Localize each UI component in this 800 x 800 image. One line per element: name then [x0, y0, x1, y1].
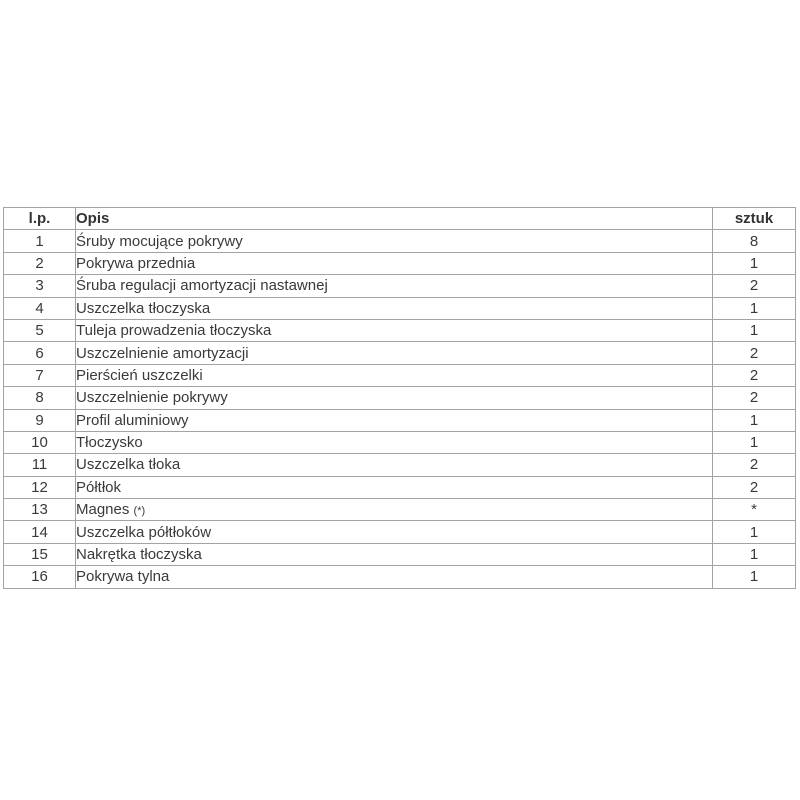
row-number-cell: 16	[4, 566, 76, 588]
table-row	[4, 431, 796, 453]
table-row	[4, 387, 796, 409]
row-number-cell: 15	[4, 543, 76, 565]
description-cell	[76, 275, 713, 297]
quantity-cell: 1	[713, 319, 796, 341]
row-number-cell: 4	[4, 297, 76, 319]
parts-table-container	[3, 207, 796, 589]
row-number-cell: 10	[4, 431, 76, 453]
quantity-cell: 2	[713, 275, 796, 297]
table-row	[4, 521, 796, 543]
quantity-cell: 1	[713, 409, 796, 431]
description-text: Magnes	[76, 501, 130, 519]
quantity-cell: 2	[713, 387, 796, 409]
description-text: Pokrywa przednia	[76, 254, 196, 272]
row-number-cell: 12	[4, 476, 76, 498]
quantity-cell: 1	[713, 566, 796, 588]
table-row	[4, 364, 796, 386]
table-row	[4, 566, 796, 588]
description-text: Uszczelka półtłoków	[76, 523, 212, 541]
row-number-cell: 1	[4, 230, 76, 252]
table-row	[4, 252, 796, 274]
table-row	[4, 499, 796, 521]
description-note: (*)	[133, 505, 146, 518]
description-cell	[76, 297, 713, 319]
quantity-cell: *	[713, 499, 796, 521]
description-cell	[76, 319, 713, 341]
description-text: Półtłok	[76, 478, 122, 496]
description-text: Tuleja prowadzenia tłoczyska	[76, 322, 272, 340]
description-cell	[76, 364, 713, 386]
description-text: Uszczelka tłoczyska	[76, 299, 211, 317]
description-cell	[76, 252, 713, 274]
quantity-cell: 1	[713, 543, 796, 565]
row-number-cell: 9	[4, 409, 76, 431]
row-number-cell: 3	[4, 275, 76, 297]
description-cell	[76, 342, 713, 364]
description-cell	[76, 454, 713, 476]
quantity-cell: 2	[713, 342, 796, 364]
description-text: Uszczelnienie pokrywy	[76, 389, 228, 407]
description-text: Uszczelnienie amortyzacji	[76, 344, 249, 362]
header-row	[4, 208, 796, 230]
row-number-cell: 6	[4, 342, 76, 364]
row-number-cell: 11	[4, 454, 76, 476]
row-number-cell: 8	[4, 387, 76, 409]
quantity-cell: 1	[713, 252, 796, 274]
quantity-cell: 2	[713, 454, 796, 476]
quantity-cell: 1	[713, 521, 796, 543]
quantity-cell: 1	[713, 297, 796, 319]
description-text: Pokrywa tylna	[76, 568, 170, 586]
description-text: Uszczelka tłoka	[76, 456, 181, 474]
table-row	[4, 543, 796, 565]
quantity-cell: 8	[713, 230, 796, 252]
parts-table	[3, 207, 796, 589]
description-cell	[76, 409, 713, 431]
table-row	[4, 319, 796, 341]
quantity-cell: 1	[713, 431, 796, 453]
description-text: Śruba regulacji amortyzacji nastawnej	[76, 277, 328, 295]
row-number-cell: 5	[4, 319, 76, 341]
header-cell-opis: Opis	[76, 208, 713, 230]
description-cell	[76, 476, 713, 498]
description-text: Śruby mocujące pokrywy	[76, 232, 243, 250]
table-row	[4, 230, 796, 252]
description-cell	[76, 230, 713, 252]
parts-table-header	[4, 208, 796, 230]
table-row	[4, 342, 796, 364]
description-cell	[76, 499, 713, 521]
table-row	[4, 297, 796, 319]
table-row	[4, 454, 796, 476]
description-cell	[76, 521, 713, 543]
quantity-cell: 2	[713, 364, 796, 386]
description-cell	[76, 431, 713, 453]
description-text: Pierścień uszczelki	[76, 366, 203, 384]
description-cell	[76, 566, 713, 588]
row-number-cell: 7	[4, 364, 76, 386]
row-number-cell: 13	[4, 499, 76, 521]
table-body	[4, 230, 796, 588]
table-row	[4, 476, 796, 498]
quantity-cell: 2	[713, 476, 796, 498]
row-number-cell: 2	[4, 252, 76, 274]
header-cell-lp: l.p.	[4, 208, 76, 230]
row-number-cell: 14	[4, 521, 76, 543]
table-row	[4, 275, 796, 297]
description-cell	[76, 387, 713, 409]
header-cell-sztuk: sztuk	[713, 208, 796, 230]
description-text: Tłoczysko	[76, 434, 143, 452]
table-row	[4, 409, 796, 431]
description-cell	[76, 543, 713, 565]
description-text: Nakrętka tłoczyska	[76, 546, 202, 564]
description-text: Profil aluminiowy	[76, 411, 189, 429]
